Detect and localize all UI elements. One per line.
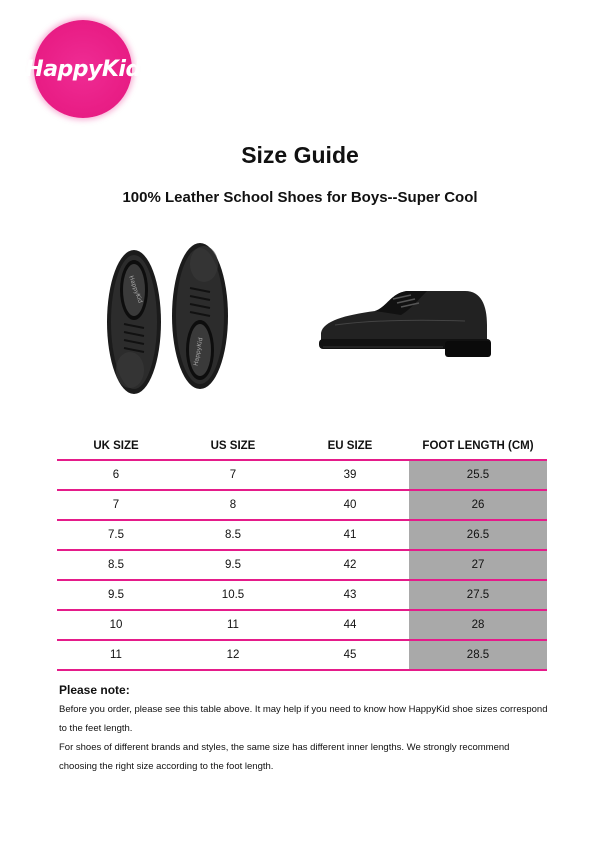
table-row xyxy=(57,520,547,550)
eu-size-cell: 45 xyxy=(291,640,409,670)
us-size-cell: 12 xyxy=(175,640,291,670)
foot-length-cell: 28 xyxy=(409,610,547,640)
foot-length-cell: 27 xyxy=(409,550,547,580)
header-uk-size: UK SIZE xyxy=(93,439,139,452)
table-row xyxy=(57,610,547,640)
uk-size-cell: 6 xyxy=(57,460,175,490)
happykid-logo xyxy=(25,20,141,118)
header-eu-size: EU SIZE xyxy=(327,439,373,452)
us-size-cell: 11 xyxy=(175,610,291,640)
page-subtitle: 100% Leather School Shoes for Boys--Super Cool xyxy=(122,189,478,206)
insole-logo-right: HappyKid xyxy=(192,336,205,367)
us-size-cell: 9.5 xyxy=(175,550,291,580)
uk-size-cell: 7 xyxy=(57,490,175,520)
foot-length-cell: 26 xyxy=(409,490,547,520)
table-row xyxy=(57,460,547,490)
size-table xyxy=(57,432,547,671)
shoe-top-view-image xyxy=(100,232,235,407)
left-shoe-top xyxy=(107,250,161,394)
uk-size-cell: 7.5 xyxy=(57,520,175,550)
note-line: For shoes of different brands and styles, the same size has different inner lengths. We strongly recommend choosing the right size according to the foot length. xyxy=(59,742,510,772)
page-title: Size Guide xyxy=(241,142,359,168)
us-size-cell: 8.5 xyxy=(175,520,291,550)
us-size-cell: 8 xyxy=(175,490,291,520)
uk-size-cell: 10 xyxy=(57,610,175,640)
logo-text: HappyKid xyxy=(25,56,141,82)
header-foot-length: FOOT LENGTH (CM) xyxy=(422,439,534,452)
table-row xyxy=(57,490,547,520)
eu-size-cell: 42 xyxy=(291,550,409,580)
uk-size-cell: 9.5 xyxy=(57,580,175,610)
table-row xyxy=(57,550,547,580)
foot-length-cell: 27.5 xyxy=(409,580,547,610)
foot-length-cell: 28.5 xyxy=(409,640,547,670)
eu-size-cell: 43 xyxy=(291,580,409,610)
eu-size-cell: 40 xyxy=(291,490,409,520)
eu-size-cell: 41 xyxy=(291,520,409,550)
header-us-size: US SIZE xyxy=(210,439,256,452)
foot-length-cell: 25.5 xyxy=(409,460,547,490)
table-row xyxy=(57,640,547,670)
us-size-cell: 7 xyxy=(175,460,291,490)
eu-size-cell: 44 xyxy=(291,610,409,640)
table-header-row xyxy=(57,432,547,460)
table-row xyxy=(57,580,547,610)
insole-logo-left: HappyKid xyxy=(127,274,144,305)
note-body xyxy=(59,700,549,776)
right-shoe-top xyxy=(172,243,228,389)
eu-size-cell: 39 xyxy=(291,460,409,490)
uk-size-cell: 11 xyxy=(57,640,175,670)
note-line: Before you order, please see this table above. It may help if you need to know how HappyKid shoe sizes correspond to the feet length. xyxy=(59,704,548,734)
us-size-cell: 10.5 xyxy=(175,580,291,610)
foot-length-cell: 26.5 xyxy=(409,520,547,550)
note-title: Please note: xyxy=(59,683,130,697)
uk-size-cell: 8.5 xyxy=(57,550,175,580)
shoe-side-view-image xyxy=(315,285,495,365)
